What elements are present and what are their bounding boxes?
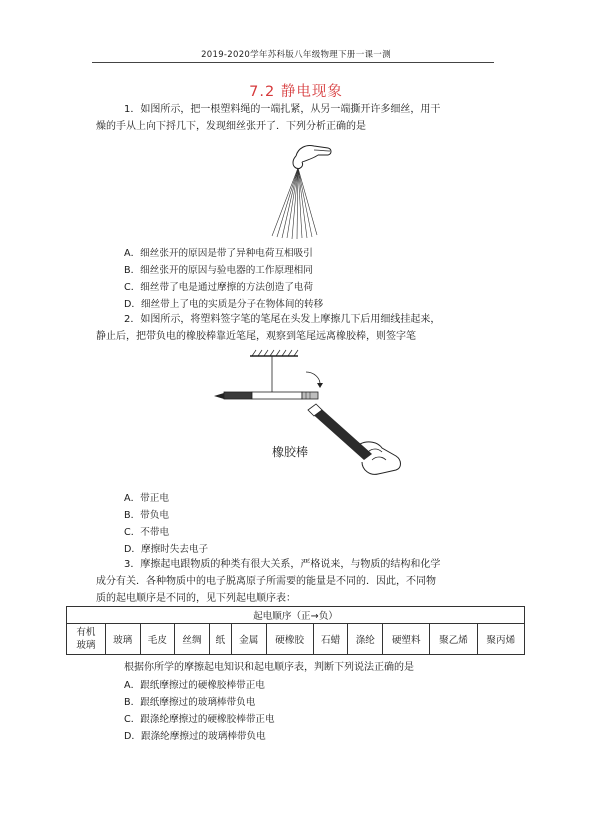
q2-option-a: A．带正电 bbox=[124, 493, 169, 504]
q2-figure-pen-and-rod bbox=[212, 348, 408, 478]
q2-option-b: B．带负电 bbox=[124, 510, 169, 521]
q3-option-c: C．跟涤纶摩擦过的硬橡胶棒带正电 bbox=[124, 714, 275, 725]
q1-option-a: A．细丝张开的原因是带了异种电荷互相吸引 bbox=[124, 248, 313, 259]
q1-option-b: B．细丝张开的原因与验电器的工作原理相同 bbox=[124, 265, 313, 276]
q2-stem-line1: 2．如图所示，将塑料签字笔的笔尾在头发上摩擦几下后用细线挂起来， bbox=[124, 314, 441, 325]
q2-stem-line2: 静止后，把带负电的橡胶棒靠近笔尾，观察到笔尾远离橡胶棒，则签字笔 bbox=[96, 331, 416, 342]
table-cell: 硬橡胶 bbox=[266, 624, 313, 655]
triboelectric-series-table bbox=[66, 606, 525, 655]
table-cell: 丝绸 bbox=[175, 624, 210, 655]
table-cell: 石蜡 bbox=[313, 624, 348, 655]
q3-option-b: B．跟纸摩擦过的玻璃棒带负电 bbox=[124, 697, 256, 708]
table-cell: 聚丙烯 bbox=[477, 624, 524, 655]
table-cell: 金属 bbox=[231, 624, 266, 655]
table-cell: 硬塑料 bbox=[383, 624, 430, 655]
page-header: 2019-2020学年苏科版八年级物理下册一课一测 bbox=[201, 50, 391, 60]
q1-option-c: C．细丝带了电是通过摩擦的方法创造了电荷 bbox=[124, 282, 313, 293]
q1-stem-line1: 1．如图所示，把一根塑料绳的一端扎紧，从另一端撕开许多细丝，用干 bbox=[124, 104, 441, 115]
q1-stem-line2: 燥的手从上向下捋几下，发现细丝张开了．下列分析正确的是 bbox=[96, 121, 366, 132]
q3-option-d: D．跟涤纶摩擦过的玻璃棒带负电 bbox=[124, 731, 266, 742]
q3-stem-line1: 3．摩擦起电跟物质的种类有很大关系，严格说来，与物质的结构和化学 bbox=[124, 559, 441, 570]
q2-option-d: D．摩擦时失去电子 bbox=[124, 544, 209, 555]
table-cell: 涤纶 bbox=[348, 624, 383, 655]
q2-figure-label: 橡胶棒 bbox=[272, 445, 309, 459]
q3-option-a: A．跟纸摩擦过的硬橡胶棒带正电 bbox=[124, 680, 265, 691]
table-cell: 纸 bbox=[209, 624, 231, 655]
q1-figure-hand-strings bbox=[268, 140, 338, 240]
q2-option-c: C．不带电 bbox=[124, 527, 170, 538]
q3-stem-line2: 成分有关．各种物质中的电子脱离原子所需要的能量是不同的．因此，不同物 bbox=[96, 576, 436, 587]
table-cell: 聚乙烯 bbox=[430, 624, 477, 655]
section-title: 7.2 静电现象 bbox=[249, 84, 343, 100]
header-divider bbox=[92, 62, 494, 63]
table-caption: 起电顺序（正→负） bbox=[67, 607, 525, 624]
table-cell: 玻璃 bbox=[105, 624, 140, 655]
q3-lead: 根据你所学的摩擦起电知识和起电顺序表，判断下列说法正确的是 bbox=[124, 662, 414, 673]
table-cell: 有机 玻璃 bbox=[67, 624, 106, 655]
table-cell: 毛皮 bbox=[140, 624, 175, 655]
q1-option-d: D．细丝带上了电的实质是分子在物体间的转移 bbox=[124, 299, 324, 310]
q3-stem-line3: 质的起电顺序是不同的，见下列起电顺序表： bbox=[96, 593, 296, 604]
